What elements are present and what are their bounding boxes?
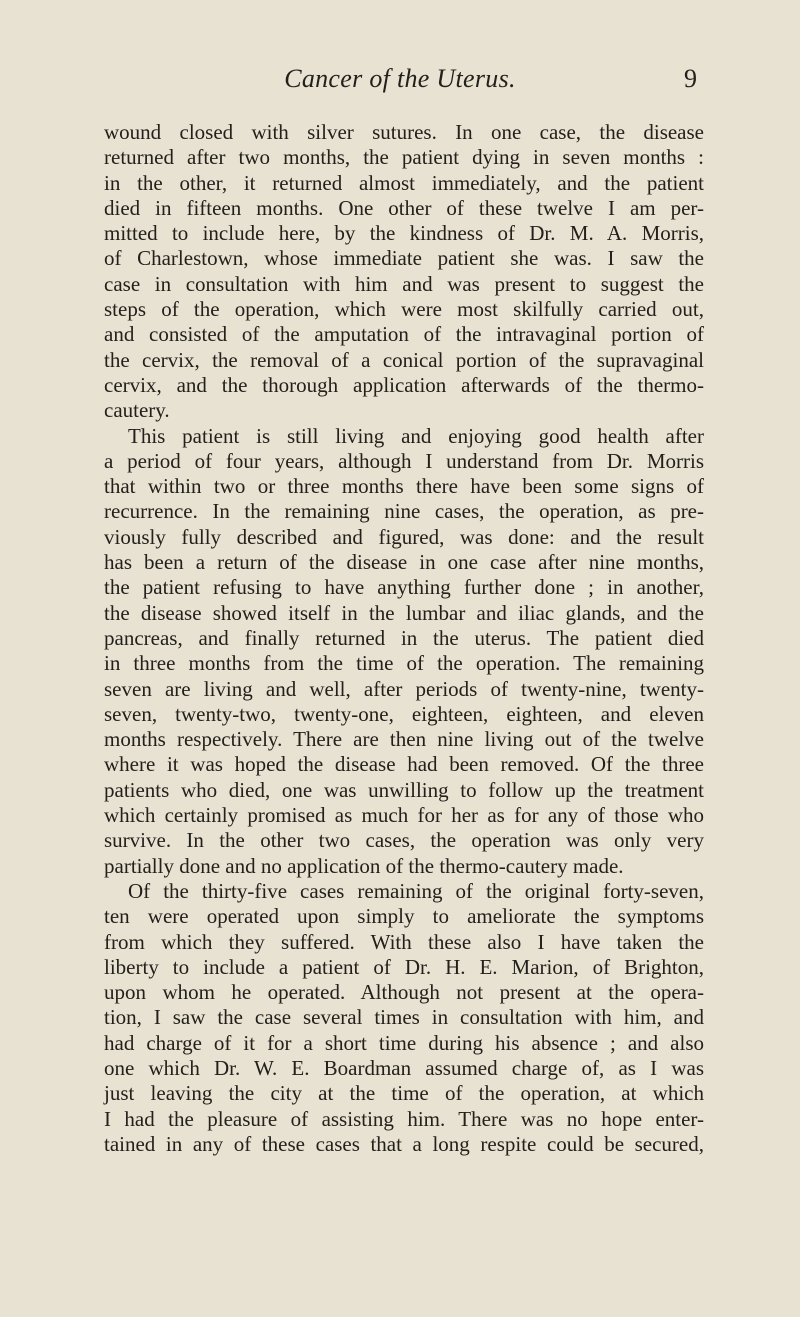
text-line: of Charlestown, whose immediate patient she was. I saw the bbox=[104, 246, 704, 271]
text-line: cautery. bbox=[104, 398, 170, 423]
text-line: ten were operated upon simply to ameliorate the symptoms bbox=[104, 904, 704, 929]
text-line: in three months from the time of the operation. The remaining bbox=[104, 651, 704, 676]
text-line: has been a return of the disease in one case after nine months, bbox=[104, 550, 704, 575]
text-line: mitted to include here, by the kindness of Dr. M. A. Morris, bbox=[104, 221, 704, 246]
text-line: died in fifteen months. One other of these twelve I am per- bbox=[104, 195, 704, 220]
running-title: Cancer of the Uterus. bbox=[284, 64, 516, 93]
text-line: and consisted of the amputation of the intravaginal portion of bbox=[104, 322, 704, 347]
text-line: the patient refusing to have anything further done ; in another, bbox=[104, 575, 704, 600]
text-line: in the other, it returned almost immediately, and the patient bbox=[104, 170, 704, 195]
text-line: seven, twenty-two, twenty-one, eighteen, eighteen, and eleven bbox=[104, 701, 704, 726]
text-line: a period of four years, although I understand from Dr. Morris bbox=[104, 448, 704, 473]
text-line: upon whom he operated. Although not present at the opera- bbox=[104, 980, 704, 1005]
text-line: one which Dr. W. E. Boardman assumed charge of, as I was bbox=[104, 1055, 704, 1080]
text-line: that within two or three months there have been some signs of bbox=[104, 474, 704, 499]
text-line: pancreas, and finally returned in the uterus. The patient died bbox=[104, 625, 704, 650]
text-line: partially done and no application of the thermo-cautery made. bbox=[104, 853, 624, 878]
text-line: which certainly promised as much for her as for any of those who bbox=[104, 803, 704, 828]
text-line: from which they suffered. With these also I have taken the bbox=[104, 929, 704, 954]
page-number: 9 bbox=[684, 64, 697, 93]
text-line: tion, I saw the case several times in consultation with him, and bbox=[104, 1005, 704, 1030]
text-line: This patient is still living and enjoying good health after bbox=[128, 423, 704, 448]
body-text bbox=[104, 120, 704, 1157]
text-line: patients who died, one was unwilling to follow up the treatment bbox=[104, 777, 704, 802]
text-line: had charge of it for a short time during his absence ; and also bbox=[104, 1030, 704, 1055]
text-line: wound closed with silver sutures. In one case, the disease bbox=[104, 120, 704, 144]
text-line: tained in any of these cases that a long respite could be secured, bbox=[104, 1131, 704, 1156]
text-line: I had the pleasure of assisting him. There was no hope enter- bbox=[104, 1106, 704, 1131]
text-line: returned after two months, the patient dying in seven months : bbox=[104, 145, 704, 170]
text-line: liberty to include a patient of Dr. H. E. Marion, of Brighton, bbox=[104, 954, 704, 979]
text-line: seven are living and well, after periods of twenty-nine, twenty- bbox=[104, 676, 704, 701]
text-line: Of the thirty-five cases remaining of the original forty-seven, bbox=[128, 878, 704, 903]
text-line: just leaving the city at the time of the operation, at which bbox=[104, 1081, 704, 1106]
text-line: the disease showed itself in the lumbar and iliac glands, and the bbox=[104, 600, 704, 625]
text-line: recurrence. In the remaining nine cases, the operation, as pre- bbox=[104, 499, 704, 524]
text-line: the cervix, the removal of a conical portion of the supravaginal bbox=[104, 347, 704, 372]
text-line: where it was hoped the disease had been removed. Of the three bbox=[104, 752, 704, 777]
text-line: viously fully described and figured, was done: and the result bbox=[104, 524, 704, 549]
text-line: cervix, and the thorough application afterwards of the thermo- bbox=[104, 372, 704, 397]
text-line: survive. In the other two cases, the operation was only very bbox=[104, 828, 704, 853]
running-head bbox=[0, 64, 800, 104]
text-line: months respectively. There are then nine living out of the twelve bbox=[104, 727, 704, 752]
text-line: case in consultation with him and was present to suggest the bbox=[104, 271, 704, 296]
text-line: steps of the operation, which were most skilfully carried out, bbox=[104, 297, 704, 322]
